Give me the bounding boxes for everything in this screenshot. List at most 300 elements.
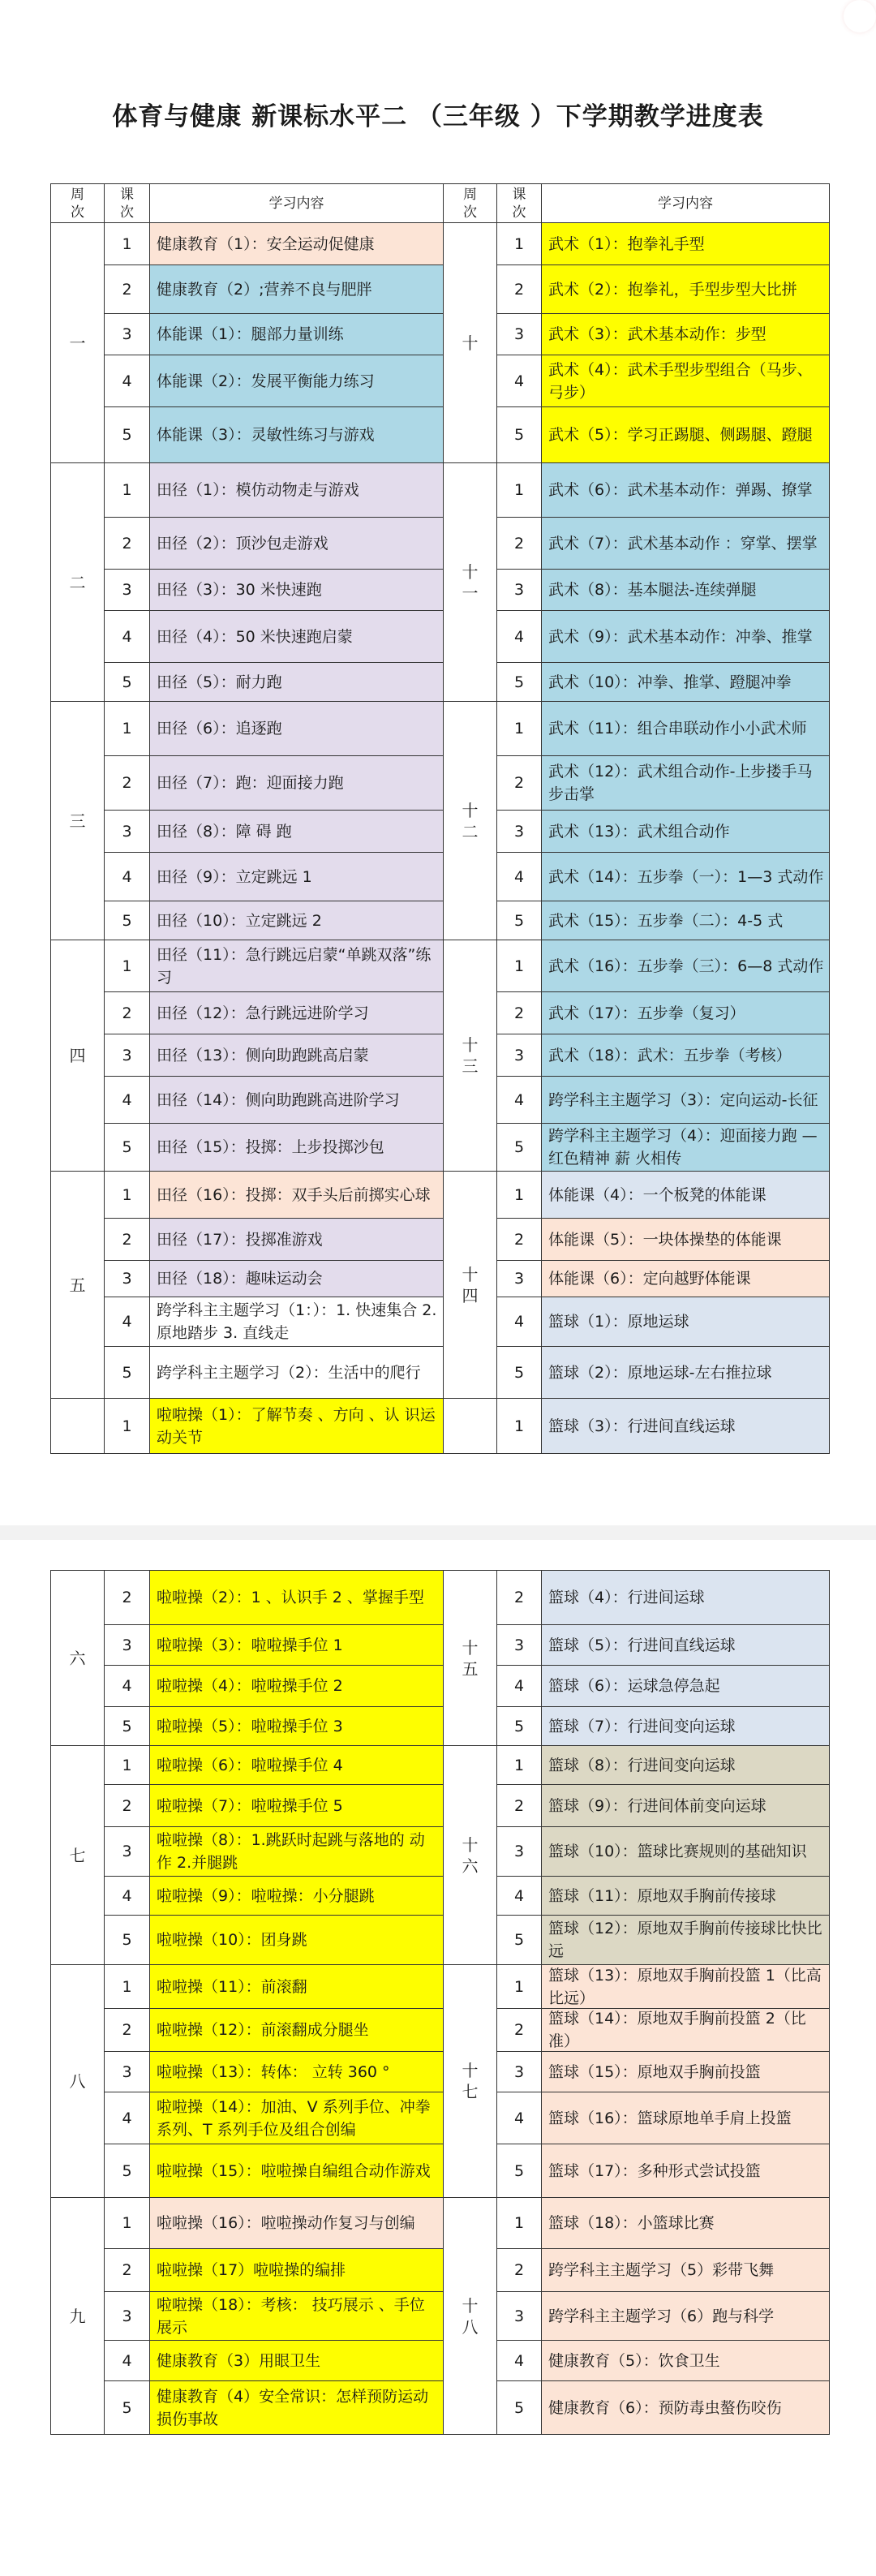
lesson-content-text: 武术（1）：抱拳礼手型 — [548, 234, 705, 253]
week-label — [51, 1746, 105, 1965]
week-label-char: 六 — [69, 1648, 86, 1668]
lesson-number: 4 — [105, 1077, 150, 1124]
lesson-content-text: 田径（2）：顶沙包走游戏 — [157, 534, 328, 553]
lesson-content-text: 跨学科主主题学习（4）：迎面接力跑 —红色精神 薪 火相传 — [548, 1127, 818, 1168]
lesson-content-text: 田径（9）：立定跳远 1 — [157, 867, 312, 886]
lesson-number: 2 — [105, 2009, 150, 2052]
lesson-number: 4 — [105, 355, 150, 407]
lesson-content-text: 啦啦操（6）：啦啦操手位 4 — [157, 1756, 343, 1774]
lesson-content — [150, 2144, 444, 2198]
lesson-content-text: 体能课（4）：一个板凳的体能课 — [548, 1185, 766, 1204]
lesson-number: 2 — [497, 1785, 542, 1827]
lesson-content — [150, 1916, 444, 1965]
page-divider — [0, 1525, 876, 1540]
lesson-content — [150, 853, 444, 901]
week-label — [444, 1399, 497, 1454]
lesson-number: 3 — [497, 2052, 542, 2092]
lesson-content-text: 跨学科主主题学习（2）：生活中的爬行 — [157, 1363, 421, 1382]
header-lesson-left — [105, 184, 150, 223]
lesson-content-text: 武术（2）：抱拳礼，手型步型大比拼 — [548, 280, 797, 299]
lesson-content — [542, 940, 830, 992]
header-content-right: 学习内容 — [542, 184, 830, 223]
week-label-char: 三 — [69, 811, 86, 831]
lesson-content — [150, 1707, 444, 1746]
lesson-content-text: 篮球（14）：原地双手胸前投篮 2（比准） — [548, 2010, 806, 2050]
lesson-number: 3 — [497, 811, 542, 853]
lesson-content — [542, 2052, 830, 2092]
lesson-number: 1 — [497, 223, 542, 265]
lesson-content — [542, 2381, 830, 2435]
lesson-content — [542, 463, 830, 518]
lesson-number: 1 — [105, 2198, 150, 2249]
corner-decoration — [844, 0, 876, 32]
lesson-content-text: 健康教育（4）安全常识：怎样预防运动损伤事故 — [157, 2387, 429, 2428]
lesson-content — [542, 1877, 830, 1916]
lesson-number: 1 — [497, 940, 542, 992]
lesson-number: 3 — [105, 811, 150, 853]
lesson-number: 1 — [497, 702, 542, 756]
lesson-number: 1 — [105, 1172, 150, 1219]
lesson-number: 5 — [105, 1916, 150, 1965]
lesson-content-text: 武术（5）：学习正踢腿、侧踢腿、蹬腿 — [548, 426, 813, 444]
lesson-content-text: 跨学科主主题学习（5）彩带飞舞 — [548, 2261, 775, 2279]
lesson-content — [150, 1399, 444, 1454]
lesson-number: 4 — [105, 1877, 150, 1916]
lesson-content — [542, 2292, 830, 2341]
lesson-number: 3 — [497, 2292, 542, 2341]
lesson-content-text: 武术（10）：冲拳、推掌、蹬腿冲拳 — [548, 673, 792, 691]
lesson-content — [542, 1707, 830, 1746]
week-label-char: 三 — [462, 1056, 479, 1076]
lesson-number: 3 — [497, 570, 542, 611]
lesson-content-text: 篮球（5）：行进间直线运球 — [548, 1636, 736, 1654]
lesson-content — [150, 663, 444, 702]
lesson-number: 4 — [497, 611, 542, 663]
lesson-content-text: 篮球（16）：篮球原地单手肩上投篮 — [548, 2109, 792, 2127]
lesson-number: 2 — [105, 518, 150, 570]
lesson-content-text: 健康教育（6）：预防毒虫螯伤咬伤 — [548, 2398, 782, 2417]
lesson-content — [150, 611, 444, 663]
schedule-table-1 — [50, 183, 830, 1454]
lesson-content — [150, 2052, 444, 2092]
lesson-content-text: 田径（1）：模仿动物走与游戏 — [157, 481, 359, 499]
lesson-content-text: 田径（4）：50 米快速跑启蒙 — [157, 627, 353, 646]
lesson-content — [150, 1785, 444, 1827]
lesson-number: 5 — [497, 407, 542, 463]
lesson-number: 3 — [497, 1261, 542, 1297]
lesson-number: 5 — [497, 901, 542, 940]
lesson-content-text: 田径（6）：追逐跑 — [157, 720, 282, 738]
lesson-content — [150, 2198, 444, 2249]
week-label-char: 二 — [69, 572, 86, 592]
week-label-char: 五 — [462, 1658, 479, 1679]
lesson-number: 2 — [105, 265, 150, 314]
lesson-content — [150, 1625, 444, 1666]
lesson-content-text: 田径（14）：侧向助跑跳高进阶学习 — [157, 1090, 400, 1109]
lesson-content — [150, 223, 444, 265]
lesson-content-text: 健康教育（5）：饮食卫生 — [548, 2351, 720, 2370]
lesson-content — [150, 2341, 444, 2381]
lesson-content — [542, 223, 830, 265]
lesson-content — [150, 1571, 444, 1625]
lesson-content — [542, 1172, 830, 1219]
lesson-number: 1 — [497, 1172, 542, 1219]
lesson-content-text: 跨学科主主题学习（6）跑与科学 — [548, 2307, 775, 2325]
week-label — [51, 2198, 105, 2435]
lesson-content-text: 篮球（12）：原地双手胸前传接球比快比远 — [548, 1920, 822, 1960]
lesson-content-text: 田径（11）：急行跳远启蒙“单跳双落”练习 — [157, 945, 432, 987]
lesson-number: 5 — [105, 1347, 150, 1399]
lesson-number: 1 — [497, 1746, 542, 1785]
header-lesson-right — [497, 184, 542, 223]
lesson-number: 4 — [105, 1666, 150, 1707]
lesson-number: 3 — [105, 1827, 150, 1877]
header-lesson-char: 课 — [120, 186, 134, 203]
lesson-number: 2 — [497, 1571, 542, 1625]
lesson-content-text: 田径（3）：30 米快速跑 — [157, 581, 322, 599]
lesson-content-text: 啦啦操（10）：团身跳 — [157, 1931, 307, 1949]
lesson-content — [542, 2249, 830, 2292]
lesson-content-text: 武术（11）：组合串联动作小小武术师 — [548, 720, 807, 738]
lesson-number: 5 — [497, 1916, 542, 1965]
week-label — [444, 702, 497, 940]
lesson-number: 1 — [105, 1746, 150, 1785]
lesson-number: 2 — [497, 1219, 542, 1261]
lesson-content — [542, 1785, 830, 1827]
week-label — [444, 1746, 497, 1965]
lesson-number: 3 — [105, 2292, 150, 2341]
lesson-content — [542, 265, 830, 314]
lesson-content-text: 武术（17）：五步拳（复习） — [548, 1004, 745, 1022]
lesson-content-text: 篮球（15）：原地双手胸前投篮 — [548, 2062, 761, 2081]
lesson-number: 5 — [105, 901, 150, 940]
lesson-content-text: 啦啦操（4）：啦啦操手位 2 — [157, 1677, 343, 1695]
lesson-content-text: 啦啦操（2）：1 、认识手 2 、掌握手型 — [157, 1589, 424, 1606]
lesson-content — [542, 1625, 830, 1666]
lesson-content-text: 田径（16）：投掷：双手头后前掷实心球 — [157, 1185, 431, 1204]
lesson-content — [542, 1261, 830, 1297]
lesson-content — [150, 1172, 444, 1219]
lesson-content — [150, 2009, 444, 2052]
lesson-number: 5 — [105, 663, 150, 702]
lesson-content-text: 武术（14）：五步拳（一）：1—3 式动作 — [548, 867, 824, 886]
week-label — [444, 940, 497, 1172]
lesson-content-text: 武术（3）：武术基本动作：步型 — [548, 325, 766, 343]
lesson-content — [542, 611, 830, 663]
lesson-content-text: 啦啦操（12）：前滚翻成分腿坐 — [157, 2021, 369, 2039]
week-label — [444, 1172, 497, 1399]
week-label-char: 九 — [69, 2306, 86, 2326]
lesson-content-text: 田径（15）：投掷：上步投掷沙包 — [157, 1138, 384, 1156]
lesson-number: 5 — [105, 2144, 150, 2198]
lesson-number: 5 — [105, 1124, 150, 1172]
lesson-number: 2 — [497, 2009, 542, 2052]
week-label-char: 四 — [69, 1046, 86, 1065]
lesson-content — [542, 2092, 830, 2144]
lesson-content-text: 啦啦操（16）：啦啦操动作复习与创编 — [157, 2214, 415, 2232]
lesson-content — [150, 463, 444, 518]
lesson-number: 5 — [497, 1707, 542, 1746]
lesson-content-text: 武术（6）：武术基本动作：弹踢、撩掌 — [548, 481, 813, 499]
lesson-number: 4 — [497, 1666, 542, 1707]
lesson-content-text: 啦啦操（5）：啦啦操手位 3 — [157, 1717, 343, 1735]
week-label-char: 十 — [462, 333, 479, 353]
lesson-number: 3 — [497, 1034, 542, 1077]
lesson-number: 5 — [105, 2381, 150, 2435]
lesson-content-text: 篮球（13）：原地双手胸前投篮 1（比高比远） — [548, 1966, 822, 2007]
lesson-number: 3 — [497, 1827, 542, 1877]
lesson-content — [542, 1347, 830, 1399]
week-label — [444, 1571, 497, 1746]
lesson-content — [150, 2381, 444, 2435]
week-label-char: 四 — [462, 1285, 479, 1305]
header-week-left — [51, 184, 105, 223]
lesson-content — [542, 1916, 830, 1965]
lesson-content-text: 体能课（2）：发展平衡能力练习 — [157, 372, 375, 390]
lesson-content-text: 体能课（3）：灵敏性练习与游戏 — [157, 426, 375, 444]
lesson-number: 4 — [105, 611, 150, 663]
lesson-content-text: 啦啦操（13）：转体： 立转 360 ° — [157, 2062, 390, 2081]
lesson-number: 3 — [497, 1625, 542, 1666]
lesson-content — [542, 2198, 830, 2249]
week-label-char: 十 — [462, 800, 479, 820]
lesson-content — [542, 1124, 830, 1172]
lesson-content — [150, 355, 444, 407]
lesson-number: 4 — [497, 1077, 542, 1124]
lesson-content — [542, 1077, 830, 1124]
lesson-content-text: 篮球（1）：原地运球 — [548, 1313, 689, 1331]
lesson-content — [150, 314, 444, 355]
lesson-content-text: 武术（7）：武术基本动作 ：穿掌、摆掌 — [548, 534, 818, 553]
week-label-char: 十 — [462, 1035, 479, 1055]
lesson-number: 1 — [497, 463, 542, 518]
week-label — [444, 223, 497, 463]
header-week-char: 周 — [71, 186, 84, 203]
week-label — [51, 1399, 105, 1454]
lesson-content-text: 篮球（8）：行进间变向运球 — [548, 1756, 736, 1774]
lesson-number: 2 — [497, 756, 542, 811]
lesson-number: 4 — [105, 853, 150, 901]
lesson-number: 1 — [497, 1965, 542, 2009]
header-content-left: 学习内容 — [150, 184, 444, 223]
lesson-content — [150, 407, 444, 463]
lesson-number: 1 — [105, 223, 150, 265]
lesson-content-text: 啦啦操（3）：啦啦操手位 1 — [157, 1636, 343, 1654]
week-label-char: 十 — [462, 1264, 479, 1284]
lesson-content — [150, 2292, 444, 2341]
lesson-content-text: 啦啦操（8）：1.跳跃时起跳与落地的 动作 2.并腿跳 — [157, 1831, 425, 1872]
week-label-char: 七 — [462, 2082, 479, 2101]
lesson-content — [150, 1746, 444, 1785]
lesson-number: 2 — [105, 1219, 150, 1261]
lesson-number: 5 — [497, 1347, 542, 1399]
week-label-char: 七 — [69, 1845, 86, 1865]
lesson-content — [150, 1297, 444, 1347]
lesson-content — [150, 1347, 444, 1399]
lesson-content — [542, 702, 830, 756]
schedule-table-2 — [50, 1570, 830, 2435]
lesson-number: 4 — [497, 355, 542, 407]
lesson-content — [150, 1034, 444, 1077]
lesson-number: 4 — [497, 853, 542, 901]
lesson-content-text: 啦啦操（1）：了解节奏 、方向 、认 识运动关节 — [157, 1405, 436, 1447]
lesson-number: 4 — [105, 1297, 150, 1347]
lesson-content-text: 武术（16）：五步拳（三）：6—8 式动作 — [548, 957, 824, 975]
lesson-content — [150, 1965, 444, 2009]
lesson-content — [150, 265, 444, 314]
lesson-content-text: 啦啦操（11）：前滚翻 — [157, 1977, 307, 1996]
lesson-number: 1 — [497, 1399, 542, 1454]
lesson-content — [542, 1666, 830, 1707]
lesson-content-text: 武术（8）：基本腿法-连续弹腿 — [548, 581, 757, 599]
lesson-content-text: 武术（4）：武术手型步型组合（马步、弓步） — [548, 360, 813, 402]
lesson-content — [542, 1746, 830, 1785]
lesson-content-text: 篮球（18）：小篮球比赛 — [548, 2214, 715, 2232]
week-label — [51, 1965, 105, 2198]
lesson-number: 1 — [105, 940, 150, 992]
lesson-content — [542, 1297, 830, 1347]
lesson-content-text: 体能课（5）：一块体操垫的体能课 — [548, 1230, 782, 1249]
lesson-content — [150, 1077, 444, 1124]
week-label — [444, 2198, 497, 2435]
lesson-number: 5 — [497, 2381, 542, 2435]
lesson-content-text: 啦啦操（17）啦啦操的编排 — [157, 2261, 346, 2279]
lesson-content — [150, 901, 444, 940]
lesson-content-text: 跨学科主主题学习（3）：定向运动-长征 — [548, 1090, 818, 1109]
lesson-content-text: 篮球（9）：行进间体前变向运球 — [548, 1796, 766, 1815]
lesson-number: 4 — [105, 2341, 150, 2381]
week-label — [51, 223, 105, 463]
lesson-content — [150, 811, 444, 853]
lesson-content — [150, 2249, 444, 2292]
lesson-content-text: 跨学科主主题学习（1：）：1. 快速集合 2. 原地踏步 3. 直线走 — [157, 1301, 437, 1342]
lesson-content-text: 啦啦操（9）：啦啦操：小分腿跳 — [157, 1886, 375, 1905]
lesson-content-text: 武术（18）：武术：五步拳（考核） — [548, 1046, 792, 1064]
lesson-content-text: 篮球（7）：行进间变向运球 — [548, 1717, 736, 1735]
lesson-number: 3 — [105, 1625, 150, 1666]
lesson-number: 4 — [105, 2092, 150, 2144]
lesson-content — [542, 756, 830, 811]
lesson-content — [150, 1827, 444, 1877]
lesson-number: 4 — [497, 2341, 542, 2381]
lesson-content-text: 武术（12）：武术组合动作-上步搂手马步击掌 — [548, 763, 813, 803]
page-title: 体育与健康 新课标水平二 （三年级 ）下学期教学进度表 — [112, 102, 764, 131]
lesson-content-text: 田径（8）：障 碍 跑 — [157, 822, 292, 841]
lesson-number: 2 — [497, 992, 542, 1034]
lesson-content-text: 篮球（17）：多种形式尝试投篮 — [548, 2161, 761, 2180]
lesson-number: 2 — [497, 2249, 542, 2292]
lesson-content — [542, 570, 830, 611]
header-week-right — [444, 184, 497, 223]
lesson-content-text: 啦啦操（15）：啦啦操自编组合动作游戏 — [157, 2161, 431, 2180]
lesson-content — [542, 663, 830, 702]
lesson-content-text: 啦啦操（18）：考核： 技巧展示 、手位展示 — [157, 2295, 425, 2337]
lesson-content — [542, 1571, 830, 1625]
lesson-content-text: 健康教育（3）用眼卫生 — [157, 2351, 321, 2370]
week-label-char: 六 — [462, 1856, 479, 1876]
lesson-content-text: 体能课（6）：定向越野体能课 — [548, 1270, 751, 1288]
lesson-content — [542, 407, 830, 463]
week-label-char: 十 — [462, 1637, 479, 1658]
lesson-content-text: 健康教育（1）：安全运动促健康 — [157, 234, 375, 253]
lesson-content-text: 篮球（10）：篮球比赛规则的基础知识 — [548, 1843, 807, 1860]
lesson-content — [542, 1827, 830, 1877]
lesson-number: 3 — [105, 1034, 150, 1077]
lesson-content-text: 篮球（6）：运球急停急起 — [548, 1677, 720, 1695]
week-label-char: 八 — [462, 2316, 479, 2337]
week-label — [51, 702, 105, 940]
week-label — [51, 463, 105, 702]
lesson-number: 2 — [105, 2249, 150, 2292]
lesson-content-text: 篮球（11）：原地双手胸前传接球 — [548, 1886, 776, 1905]
lesson-content-text: 武术（15）：五步拳（二）：4-5 式 — [548, 911, 784, 930]
lesson-number: 3 — [105, 570, 150, 611]
lesson-number: 1 — [105, 702, 150, 756]
lesson-content — [150, 2092, 444, 2144]
lesson-content — [150, 992, 444, 1034]
lesson-content — [150, 702, 444, 756]
lesson-content — [542, 811, 830, 853]
lesson-content-text: 篮球（2）：原地运球-左右推拉球 — [548, 1363, 772, 1382]
week-label-char: 一 — [69, 333, 86, 353]
lesson-number: 2 — [497, 265, 542, 314]
lesson-content-text: 篮球（3）：行进间直线运球 — [548, 1417, 736, 1435]
lesson-content — [542, 992, 830, 1034]
lesson-content-text: 田径（5）：耐力跑 — [157, 673, 282, 691]
week-label-char: 二 — [462, 821, 479, 841]
lesson-number: 3 — [105, 2052, 150, 2092]
lesson-content-text: 体能课（1）：腿部力量训练 — [157, 325, 344, 343]
lesson-number: 1 — [497, 2198, 542, 2249]
week-label-char: 十 — [462, 2295, 479, 2316]
lesson-content — [542, 1219, 830, 1261]
lesson-content — [150, 1124, 444, 1172]
lesson-number: 3 — [497, 314, 542, 355]
week-label — [444, 1965, 497, 2198]
lesson-content — [150, 518, 444, 570]
header-lesson-char: 次 — [512, 204, 526, 221]
lesson-content-text: 武术（13）：武术组合动作 — [548, 822, 730, 841]
lesson-content-text: 啦啦操（14）：加油、V 系列手位、冲拳系列、T 系列手位及组合创编 — [157, 2097, 431, 2139]
lesson-content-text: 健康教育（2）;营养不良与肥胖 — [157, 280, 372, 299]
lesson-number: 3 — [105, 1261, 150, 1297]
lesson-content-text: 田径（7）：跑：迎面接力跑 — [157, 774, 344, 792]
lesson-content — [150, 570, 444, 611]
lesson-content — [150, 1877, 444, 1916]
week-label — [51, 940, 105, 1172]
week-label-char: 十 — [462, 2061, 479, 2080]
lesson-number: 2 — [105, 1571, 150, 1625]
lesson-content — [542, 314, 830, 355]
lesson-content — [542, 2144, 830, 2198]
lesson-number: 5 — [497, 663, 542, 702]
lesson-content — [542, 355, 830, 407]
lesson-content — [542, 1399, 830, 1454]
week-label-char: 一 — [462, 583, 479, 603]
week-label-char: 五 — [69, 1275, 86, 1295]
week-label-char: 八 — [69, 2071, 86, 2091]
lesson-content — [542, 1034, 830, 1077]
lesson-content-text: 田径（12）：急行跳远进阶学习 — [157, 1004, 369, 1022]
lesson-number: 5 — [497, 2144, 542, 2198]
lesson-number: 1 — [105, 1965, 150, 2009]
lesson-content — [542, 1965, 830, 2009]
week-label — [51, 1571, 105, 1746]
lesson-number: 2 — [105, 992, 150, 1034]
lesson-number: 4 — [497, 2092, 542, 2144]
lesson-content-text: 篮球（4）：行进间运球 — [548, 1589, 705, 1606]
lesson-number: 2 — [105, 756, 150, 811]
